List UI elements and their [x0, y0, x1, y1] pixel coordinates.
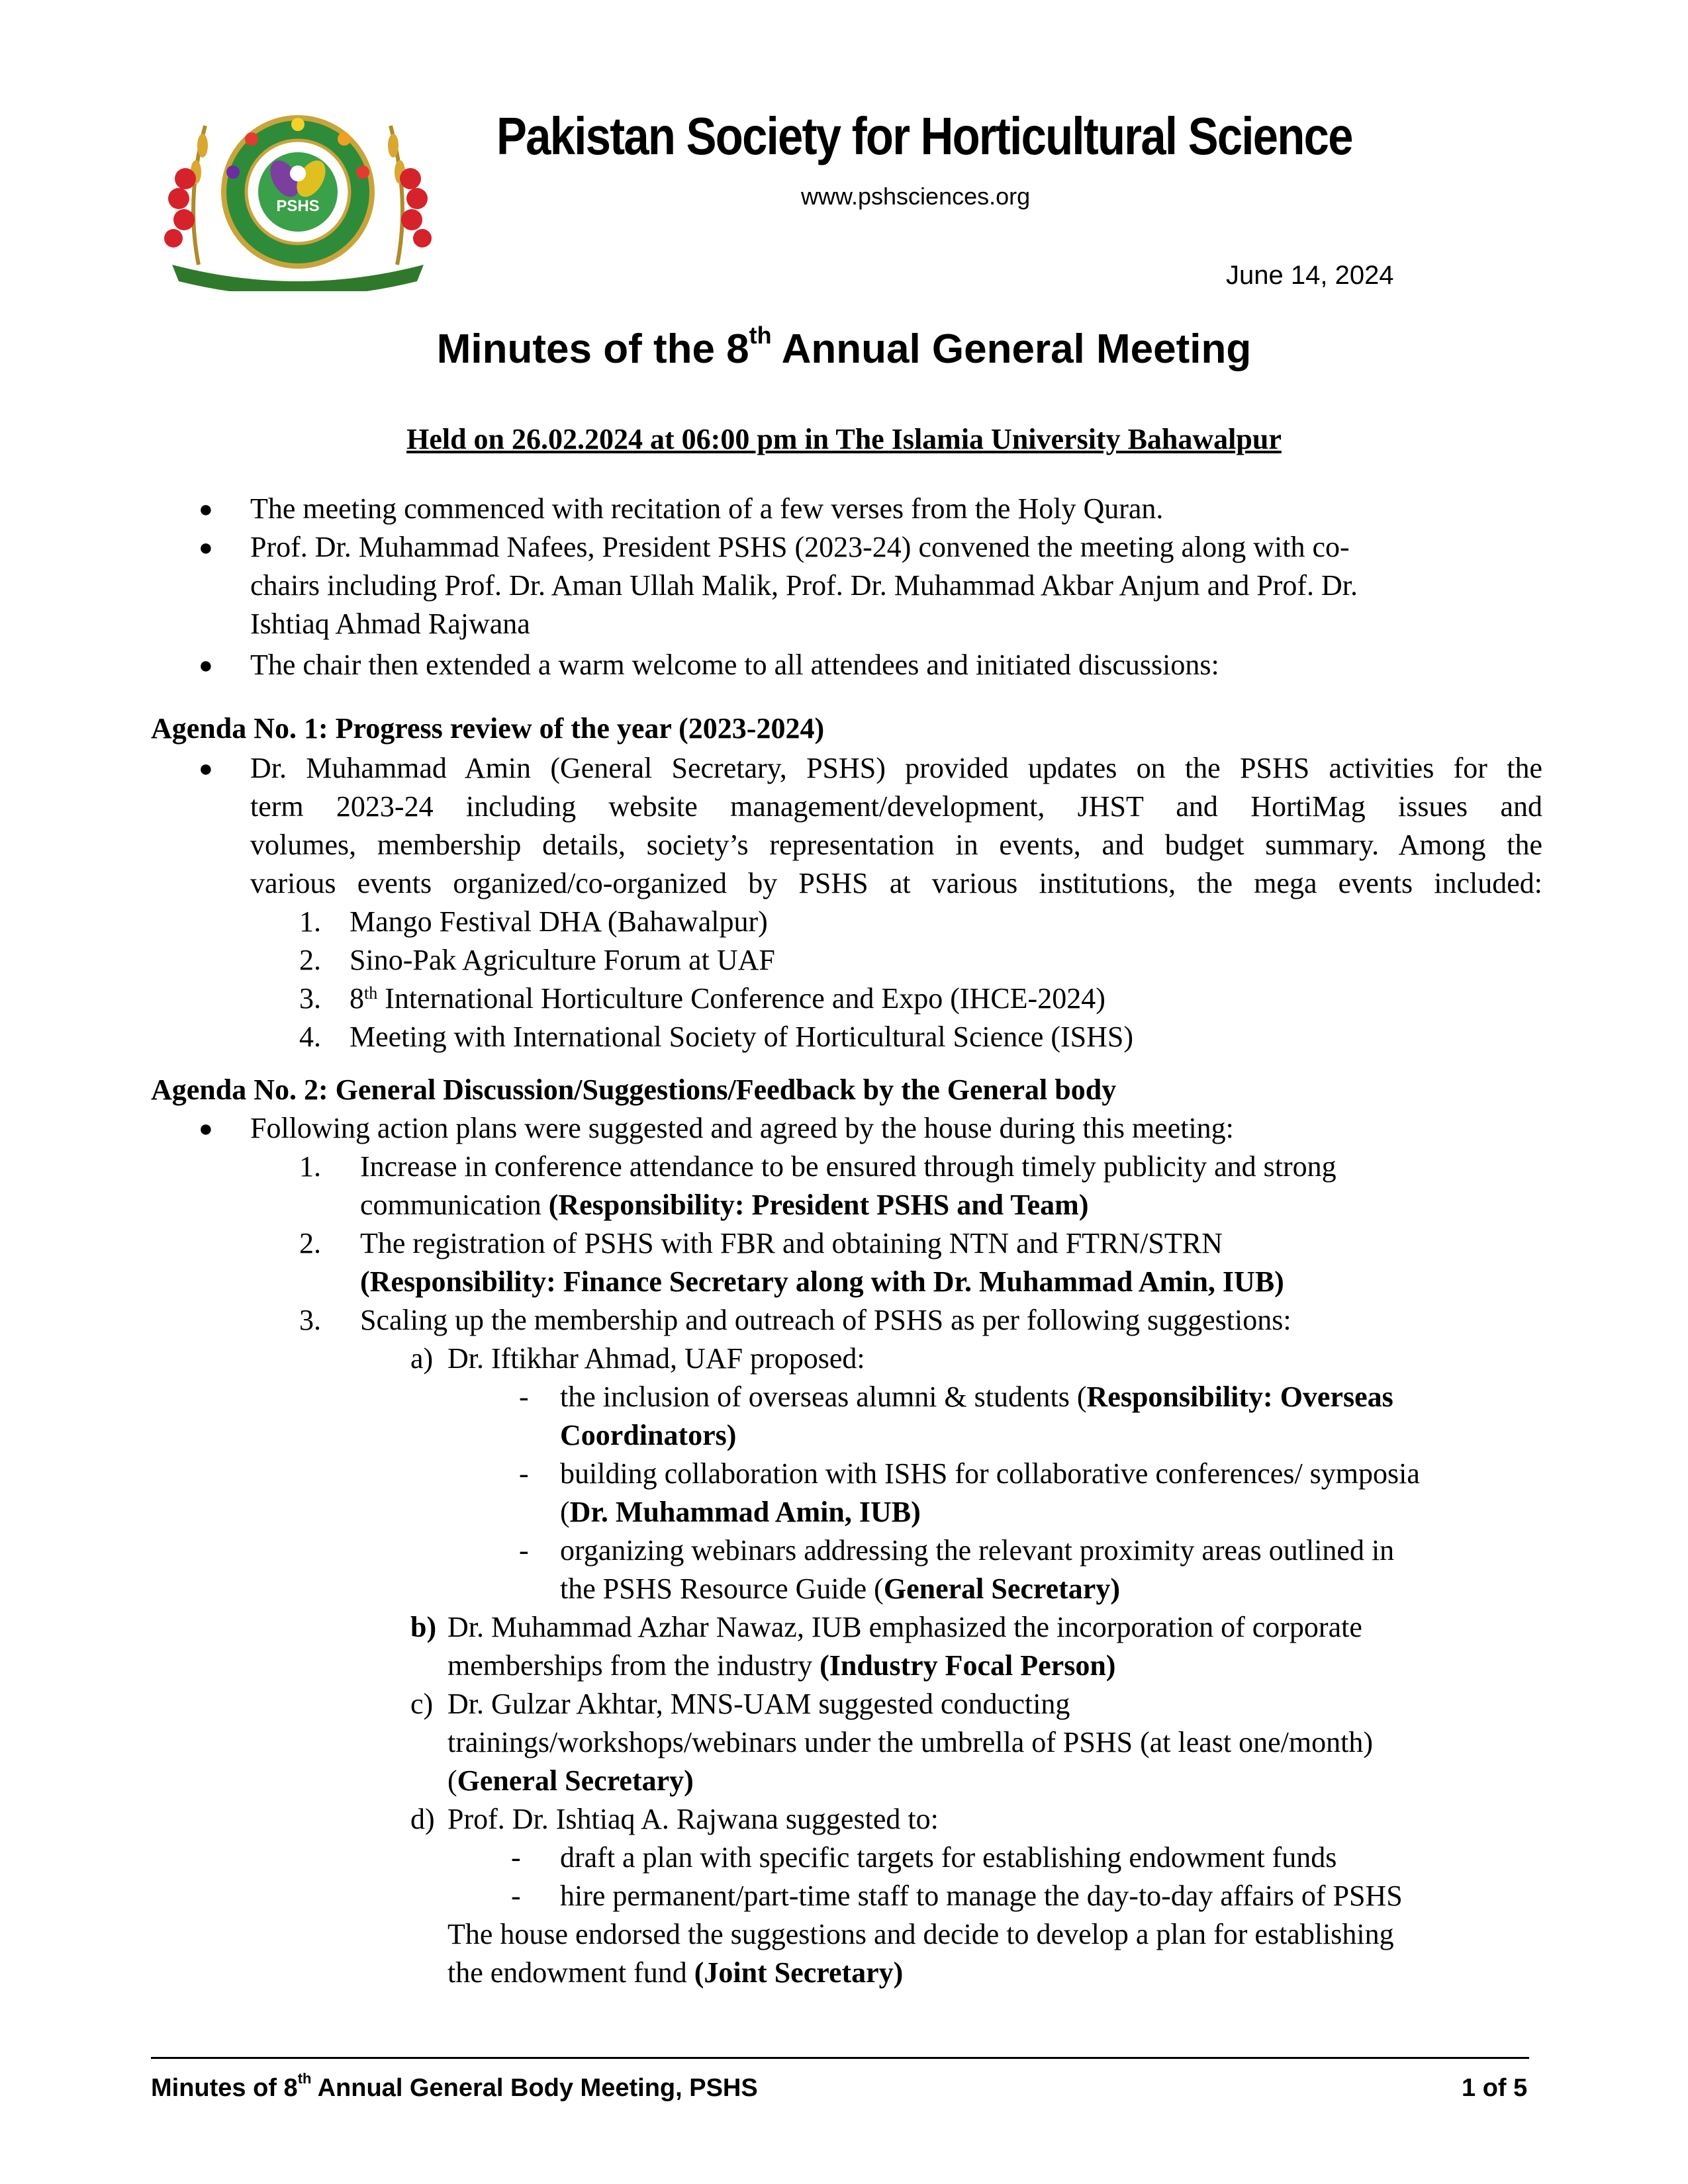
paren: (	[560, 1496, 570, 1528]
event-title: International Horticulture Conference and Expo (IHCE-2024)	[377, 982, 1105, 1015]
sub-label: d)	[410, 1803, 435, 1835]
sub-label: c)	[410, 1688, 434, 1720]
agenda-1-line: volumes, membership details, society’s representation in events, and budget summary. Among the	[250, 829, 1542, 861]
sub-point-text: the inclusion of overseas alumni & students (	[560, 1381, 1087, 1413]
footer-pre: Minutes of 8	[151, 2074, 298, 2102]
sub-label: a)	[410, 1342, 434, 1375]
sub-point-text: building collaboration with ISHS for collaborative conferences/ symposia	[560, 1457, 1420, 1490]
event-sup: th	[364, 983, 378, 1003]
action-text	[360, 1186, 1088, 1224]
sub-text: Prof. Dr. Ishtiaq A. Rajwana suggested to:	[447, 1803, 939, 1835]
action-text: Scaling up the membership and outreach of PSHS as per following suggestions:	[360, 1304, 1291, 1336]
event-ordinal: 8	[350, 982, 364, 1015]
bullet-icon: ●	[199, 534, 213, 561]
bullet-icon: ●	[199, 496, 213, 522]
responsibility: (Joint Secretary)	[694, 1956, 904, 1989]
event-text: Meeting with International Society of Horticultural Science (ISHS)	[350, 1021, 1134, 1053]
logo-text: PSHS	[276, 197, 320, 215]
bullet-icon: ●	[199, 755, 213, 782]
intro-line: chairs including Prof. Dr. Aman Ullah Malik, Prof. Dr. Muhammad Akbar Anjum and Prof. Dr.	[250, 569, 1358, 602]
responsibility: (Responsibility: Finance Secretary along with Dr. Muhammad Amin, IUB)	[360, 1265, 1284, 1298]
sub-point-text: organizing webinars addressing the relevant proximity areas outlined in	[560, 1534, 1395, 1567]
agenda-1-line: term 2023-24 including website management/development, JHST and HortiMag issues and	[250, 790, 1542, 823]
document-date: June 14, 2024	[1226, 261, 1394, 290]
sub-point-text: the PSHS Resource Guide (	[560, 1572, 884, 1605]
responsibility: Dr. Muhammad Amin, IUB)	[569, 1496, 921, 1528]
event-number: 3.	[299, 982, 321, 1015]
sub-text: trainings/workshops/webinars under the umbrella of PSHS (at least one/month)	[447, 1726, 1373, 1758]
agenda-2-heading: Agenda No. 2: General Discussion/Suggestions/Feedback by the General body	[151, 1073, 1117, 1106]
intro-line: Ishtiaq Ahmad Rajwana	[250, 608, 530, 640]
sub-text-part: the endowment fund	[447, 1956, 694, 1989]
action-number: 3.	[299, 1304, 321, 1336]
pshs-logo	[159, 99, 437, 291]
footer-title	[151, 2070, 758, 2103]
sub-text: Dr. Iftikhar Ahmad, UAF proposed:	[447, 1342, 865, 1375]
responsibility: (Responsibility: President PSHS and Team)	[548, 1189, 1089, 1221]
responsibility: (Industry Focal Person)	[820, 1649, 1116, 1682]
sub-text-part: memberships from the industry	[447, 1649, 820, 1682]
responsibility: Coordinators)	[560, 1419, 737, 1451]
sub-text: The house endorsed the suggestions and decide to develop a plan for establishing	[447, 1918, 1394, 1950]
document-title	[0, 322, 1688, 373]
agenda-1-heading: Agenda No. 1: Progress review of the year (2023-2024)	[151, 712, 825, 745]
event-number: 2.	[299, 944, 321, 976]
agenda-1-line: Dr. Muhammad Amin (General Secretary, PSHS) provided updates on the PSHS activities for the	[250, 752, 1542, 784]
sub-text	[447, 1647, 1115, 1685]
title-sup: th	[749, 322, 772, 349]
action-text-part: communication	[360, 1189, 549, 1221]
event-number: 4.	[299, 1021, 321, 1053]
sub-text	[447, 1762, 694, 1800]
title-prefix: Minutes of the 8	[436, 326, 749, 372]
dash-icon: -	[511, 1880, 521, 1912]
sub-label: b)	[410, 1611, 437, 1643]
agenda-1-line: various events organized/co-organized by PSHS at various institutions, the mega events included:	[250, 867, 1542, 899]
intro-line: The meeting commenced with recitation of a few verses from the Holy Quran.	[250, 492, 1164, 525]
bullet-icon: ●	[199, 652, 213, 678]
dash-icon: -	[511, 1841, 521, 1874]
sub-point-text: draft a plan with specific targets for establishing endowment funds	[560, 1841, 1337, 1874]
page-number: 1 of 5	[1462, 2074, 1528, 2102]
website-link[interactable]: www.pshsciences.org	[801, 183, 1031, 210]
sub-point	[560, 1570, 1120, 1608]
sub-point	[560, 1493, 921, 1531]
action-number: 2.	[299, 1227, 321, 1259]
held-line: Held on 26.02.2024 at 06:00 pm in The Islamia University Bahawalpur	[406, 423, 1282, 455]
action-text: The registration of PSHS with FBR and obtaining NTN and FTRN/STRN	[360, 1227, 1223, 1259]
action-number: 1.	[299, 1150, 321, 1183]
event-text	[350, 979, 1105, 1018]
sub-point-text: hire permanent/part-time staff to manage the day-to-day affairs of PSHS	[560, 1880, 1403, 1912]
event-text: Sino-Pak Agriculture Forum at UAF	[350, 944, 775, 976]
sub-text	[447, 1954, 903, 1992]
bullet-icon: ●	[199, 1115, 213, 1142]
intro-line: Prof. Dr. Muhammad Nafees, President PSHS (2023-24) convened the meeting along with co-	[250, 531, 1350, 563]
sub-text: Dr. Muhammad Azhar Nawaz, IUB emphasized the incorporation of corporate	[447, 1611, 1362, 1643]
intro-line: The chair then extended a warm welcome to all attendees and initiated discussions:	[250, 649, 1219, 681]
dash-icon: -	[519, 1457, 529, 1490]
title-suffix: Annual General Meeting	[771, 326, 1252, 372]
responsibility: General Secretary)	[883, 1572, 1120, 1605]
sub-point	[560, 1378, 1393, 1416]
agenda-2-intro: Following action plans were suggested and agreed by the house during this meeting:	[250, 1112, 1234, 1144]
responsibility: Responsibility: Overseas	[1086, 1381, 1393, 1413]
event-text: Mango Festival DHA (Bahawalpur)	[350, 905, 768, 938]
organization-name: Pakistan Society for Horticultural Science	[496, 107, 1352, 165]
footer-sup: th	[297, 2070, 312, 2087]
dash-icon: -	[519, 1381, 529, 1413]
event-number: 1.	[299, 905, 321, 938]
footer-post: Annual General Body Meeting, PSHS	[311, 2074, 758, 2102]
paren: (	[447, 1764, 457, 1797]
dash-icon: -	[519, 1534, 529, 1567]
sub-text: Dr. Gulzar Akhtar, MNS-UAM suggested conducting	[447, 1688, 1070, 1720]
footer-divider	[151, 2057, 1529, 2059]
action-text: Increase in conference attendance to be ensured through timely publicity and strong	[360, 1150, 1336, 1183]
responsibility: General Secretary)	[457, 1764, 694, 1797]
